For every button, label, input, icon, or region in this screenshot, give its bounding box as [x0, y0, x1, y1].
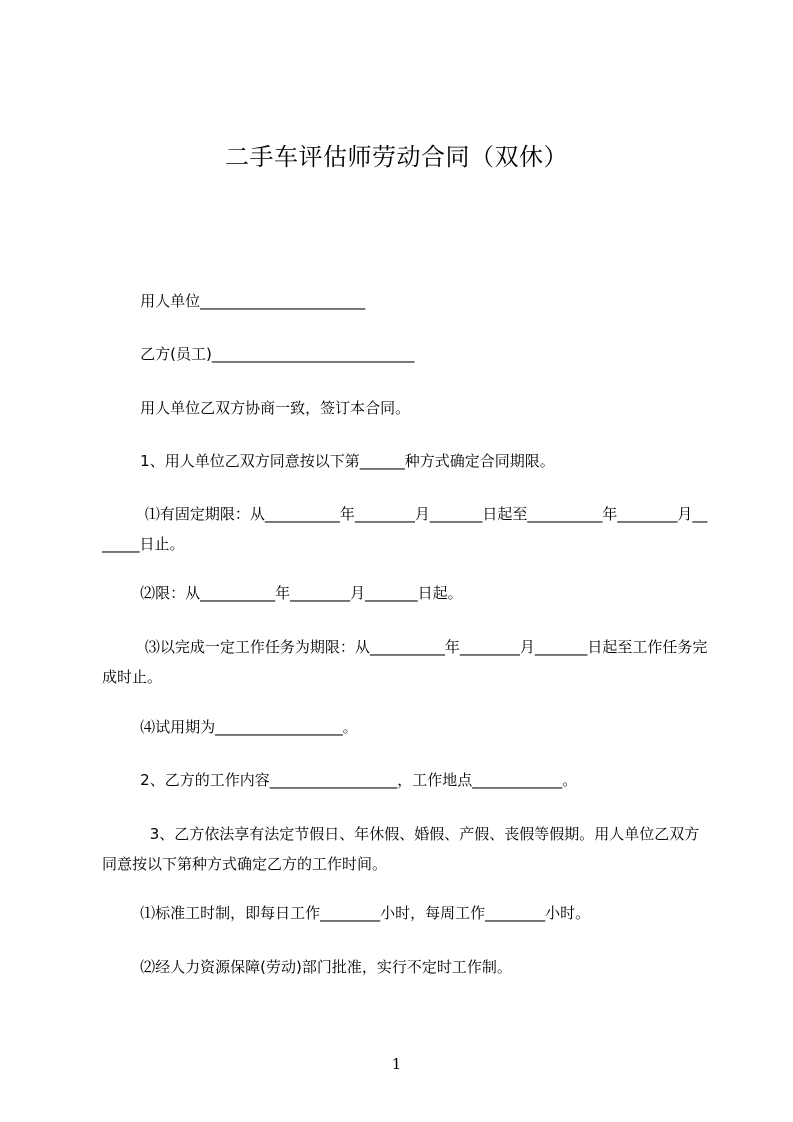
document-title: 二手车评估师劳动合同（双休）	[225, 143, 568, 171]
clause-3-option-flexible-hours: ⑵经人力资源保障(劳动)部门批准，实行不定时工作制。	[102, 958, 512, 976]
clause-2-work-content: 2、乙方的工作内容_________________，工作地点____________。	[102, 771, 578, 789]
clause-3-working-hours: 3、乙方依法享有法定节假日、年休假、婚假、产假、丧假等假期。用人单位乙双方同意按以下第种方式确定乙方的工作时间。	[102, 825, 700, 873]
clause-1-option-task-term: ⑶以完成一定工作任务为期限：从__________年________月_______日起至工作任务完成时止。	[102, 638, 708, 686]
employer-line: 用人单位______________________	[102, 292, 366, 310]
agreement-statement: 用人单位乙双方协商一致，签订本合同。	[102, 399, 411, 417]
clause-3-option-standard-hours: ⑴标准工时制，即每日工作________小时，每周工作________小时。	[102, 904, 591, 922]
clause-1-probation: ⑷试用期为_________________。	[102, 718, 358, 736]
clause-1-contract-term: 1、用人单位乙双方同意按以下第______种方式确定合同期限。	[102, 452, 555, 470]
clause-1-option-fixed-term: ⑴有固定期限：从__________年________月_______日起至__________年________月_______日止。	[102, 505, 708, 553]
page-number: 1	[391, 1055, 402, 1073]
employee-line: 乙方(员工)___________________________	[102, 345, 415, 363]
clause-1-option-open-term: ⑵限：从__________年________月_______日起。	[102, 584, 463, 602]
